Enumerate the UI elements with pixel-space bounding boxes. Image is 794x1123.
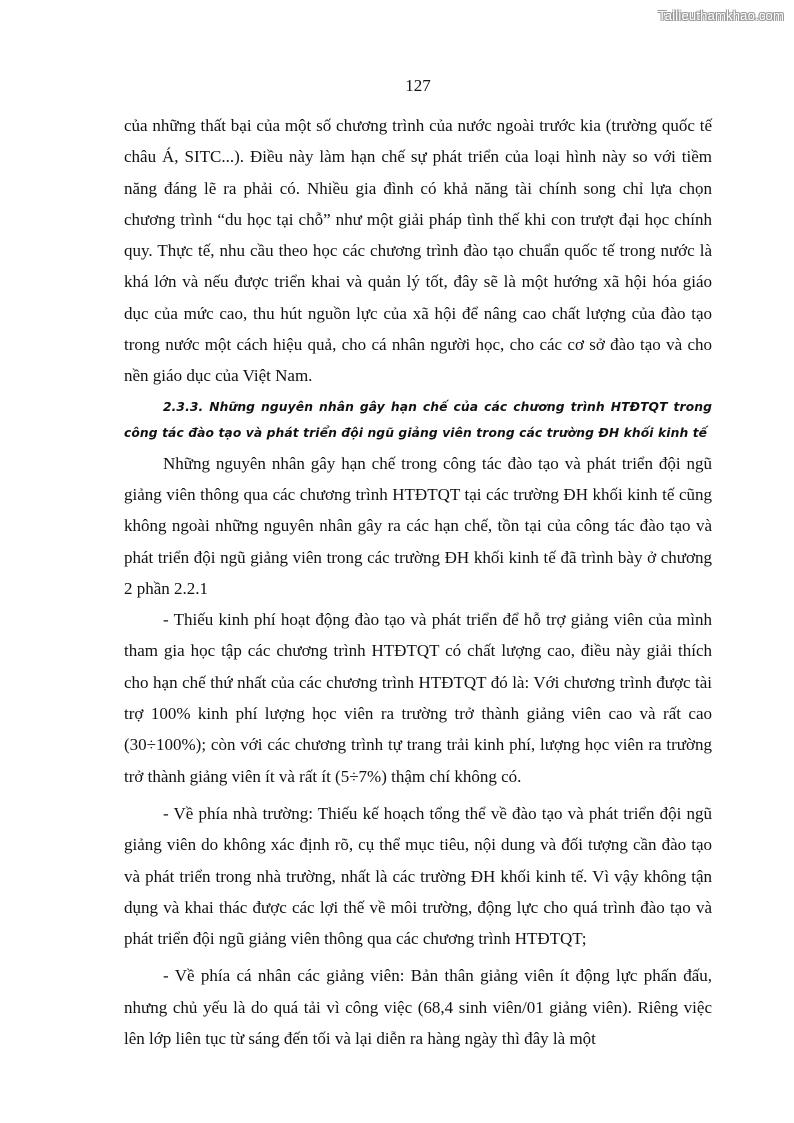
watermark: Tailieuthamkhao.com <box>658 8 784 23</box>
list-item-funding: - Thiếu kinh phí hoạt động đào tạo và phát triển để hỗ trợ giảng viên của mình tham gia học tập các chương trình HTĐTQT có chất lượng cao, điều này giải thích cho hạn chế thứ nhất của các chương trình HTĐTQT đó là: Với chương trình được tài trợ 100% kinh phí lượng học viên ra trường trở thành giảng viên cao và rất cao (30÷100%); còn với các chương trình tự trang trải kinh phí, lượng học viên ra trường trở thành giảng viên ít và rất ít (5÷7%) thậm chí không có. <box>124 610 712 786</box>
page-number: 127 <box>405 76 431 95</box>
list-item-lecturers: - Về phía cá nhân các giảng viên: Bản thân giảng viên ít động lực phấn đấu, nhưng chủ yếu là do quá tải vì công việc (68,4 sinh viên/01 giảng viên). Riêng việc lên lớp liên tục từ sáng đến tối và lại diễn ra hàng ngày thì đây là một <box>124 966 712 1049</box>
list-item-school: - Về phía nhà trường: Thiếu kế hoạch tổng thể về đào tạo và phát triển đội ngũ giảng viên do không xác định rõ, cụ thể mục tiêu, nội dung và đối tượng cần đào tạo và phát triển trong nhà trường, nhất là các trường ĐH khối kinh tế. Vì vậy không tận dụng và khai thác được các lợi thế về môi trường, động lực cho quá trình đào tạo và phát triển đội ngũ giảng viên thông qua các chương trình HTĐTQT; <box>124 803 712 949</box>
document-body <box>124 110 712 1054</box>
section-heading: 2.3.3. Những nguyên nhân gây hạn chế của các chương trình HTĐTQT trong công tác đào tạo và phát triển đội ngũ giảng viên trong các trường ĐH khối kinh tế <box>124 399 712 440</box>
paragraph-continuation: của những thất bại của một số chương trình của nước ngoài trước kia (trường quốc tế châu Á, SITC...). Điều này làm hạn chế sự phát triển của loại hình này so với tiềm năng đáng lẽ ra phải có. Nhiều gia đình có khả năng tài chính song chỉ lựa chọn chương trình “du học tại chỗ” như một giải pháp tình thế khi con trượt đại học chính quy. Thực tế, nhu cầu theo học các chương trình đào tạo chuẩn quốc tế trong nước là khá lớn và nếu được triển khai và quản lý tốt, đây sẽ là một hướng xã hội hóa giáo dục của mức cao, thu hút nguồn lực của xã hội để nâng cao chất lượng của đào tạo trong nước một cách hiệu quả, cho cá nhân người học, cho các cơ sở đào tạo và cho nền giáo dục của Việt Nam. <box>124 116 712 386</box>
paragraph-intro: Những nguyên nhân gây hạn chế trong công tác đào tạo và phát triển đội ngũ giảng viên thông qua các chương trình HTĐTQT tại các trường ĐH khối kinh tế cũng không ngoài những nguyên nhân gây ra các hạn chế, tồn tại của công tác đào tạo và phát triển đội ngũ giảng viên trong các trường ĐH khối kinh tế đã trình bày ở chương 2 phần 2.2.1 <box>124 453 712 598</box>
